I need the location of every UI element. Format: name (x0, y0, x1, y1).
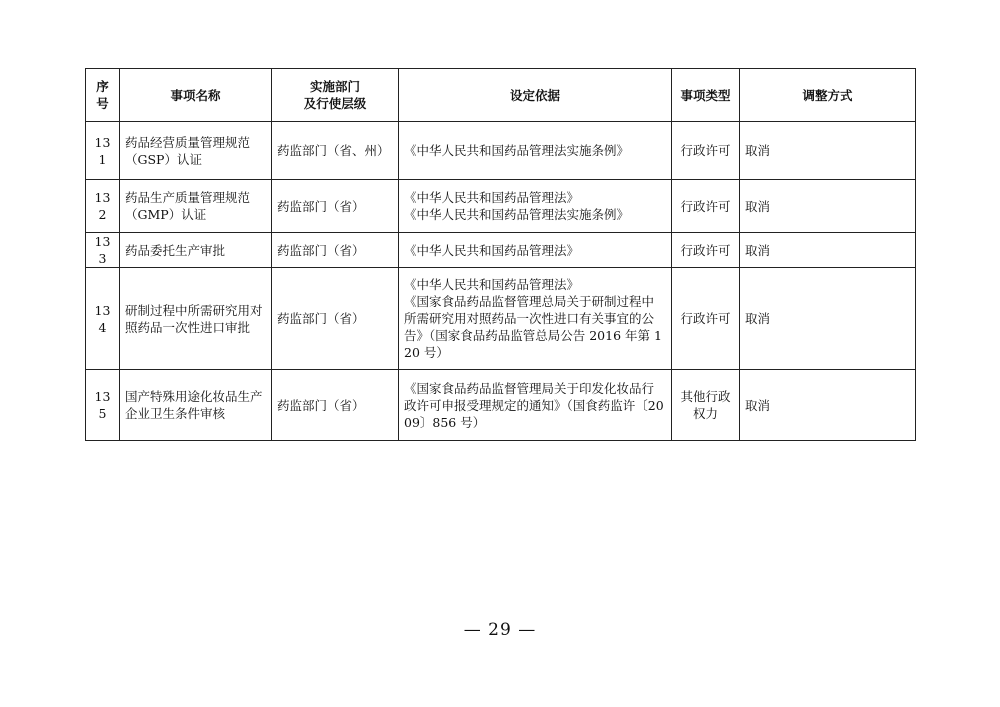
header-dept: 实施部门 及行使层级 (272, 69, 399, 122)
header-no: 序 号 (86, 69, 120, 122)
header-type: 事项类型 (672, 69, 740, 122)
legal-basis: 《中华人民共和国药品管理法》 (399, 233, 672, 268)
adjustment-method: 取消 (740, 370, 916, 441)
row-number: 134 (86, 268, 120, 370)
table-row (86, 233, 916, 268)
department: 药监部门（省） (272, 180, 399, 233)
department: 药监部门（省） (272, 233, 399, 268)
department: 药监部门（省、州） (272, 122, 399, 180)
item-type: 行政许可 (672, 233, 740, 268)
adjustment-method: 取消 (740, 268, 916, 370)
item-name: 国产特殊用途化妆品生产企业卫生条件审核 (120, 370, 272, 441)
item-name: 药品委托生产审批 (120, 233, 272, 268)
header-basis: 设定依据 (399, 69, 672, 122)
legal-basis: 《中华人民共和国药品管理法》 《国家食品药品监督管理总局关于研制过程中所需研究用对照药品一次性进口有关事宜的公告》（国家食品药品监管总局公告 2016 年第 120 号） (399, 268, 672, 370)
row-number: 132 (86, 180, 120, 233)
table-header-row (86, 69, 916, 122)
page-number: — 29 — (463, 620, 537, 640)
legal-basis: 《中华人民共和国药品管理法》 《中华人民共和国药品管理法实施条例》 (399, 180, 672, 233)
items-table (85, 68, 916, 441)
table-row (86, 180, 916, 233)
legal-basis: 《中华人民共和国药品管理法实施条例》 (399, 122, 672, 180)
table-row (86, 122, 916, 180)
item-type: 行政许可 (672, 180, 740, 233)
legal-basis: 《国家食品药品监督管理局关于印发化妆品行政许可申报受理规定的通知》（国食药监许〔2009〕856 号） (399, 370, 672, 441)
adjustment-method: 取消 (740, 233, 916, 268)
row-number: 133 (86, 233, 120, 268)
item-name: 药品经营质量管理规范（GSP）认证 (120, 122, 272, 180)
item-type: 其他行政 权力 (672, 370, 740, 441)
department: 药监部门（省） (272, 370, 399, 441)
item-type: 行政许可 (672, 268, 740, 370)
item-type: 行政许可 (672, 122, 740, 180)
item-name: 研制过程中所需研究用对照药品一次性进口审批 (120, 268, 272, 370)
row-number: 131 (86, 122, 120, 180)
header-name: 事项名称 (120, 69, 272, 122)
item-name: 药品生产质量管理规范（GMP）认证 (120, 180, 272, 233)
row-number: 135 (86, 370, 120, 441)
header-method: 调整方式 (740, 69, 916, 122)
table-row (86, 370, 916, 441)
table-row (86, 268, 916, 370)
adjustment-method: 取消 (740, 122, 916, 180)
department: 药监部门（省） (272, 268, 399, 370)
adjustment-method: 取消 (740, 180, 916, 233)
